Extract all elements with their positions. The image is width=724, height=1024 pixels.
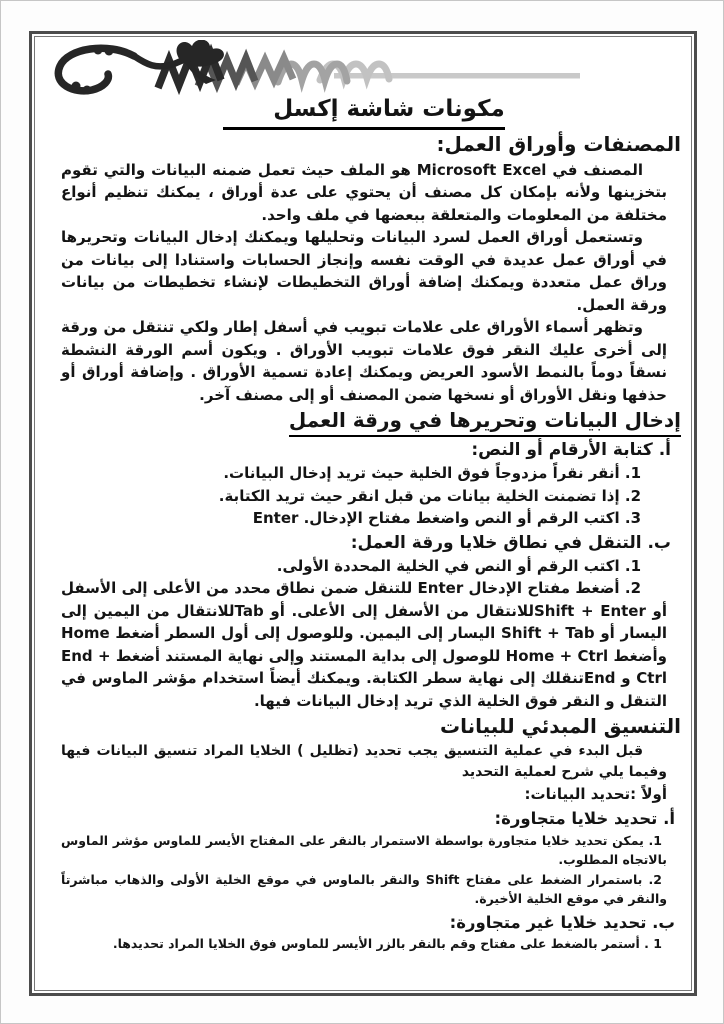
page-title: مكونات شاشة إكسل xyxy=(223,95,504,130)
subheading-typing-numbers-text: أ. كتابة الأرقام أو النص: xyxy=(471,440,671,461)
formatting-first-line: أولاً :تحديد البيانات: xyxy=(524,785,667,804)
formatting-intro: قبل البدء في عملية التنسيق يجب تحديد (تظليل ) الخلايا المراد تنسيق البيانات فيها وفيما يلي شرح لعملية التحديد xyxy=(61,743,667,781)
nonadjacent-step-1: 1 . أستمر بالضغط على مفتاح وقم بالنقر بالزر الأيسر للماوس فوق الخلايا المراد تحديدها. xyxy=(112,936,662,952)
navigation-step-2: 2. أضغط مفتاح الإدخال Enter للتنقل ضمن نطاق محدد من الأعلى إلى الأسفل أو Shift + Enterللانتقال من الأسفل إلى الأعلى. أو Tabللانتقال من اليمين إلى اليسار أو Shift + Tab اليسار إلى اليمين. وللوصول إلى أول السطر أضغط Home وأضغط Home + Ctrl للوصول إلى بداية المستند وإلى نهاية المستند أضغط End + Ctrl و Endتنقلك إلى نهاية سطر الكتابة. ويمكنك أيضاً استخدام مؤشر الماوس في التنقل و النقر فوق الخلية الذي تريد إدخال البيانات فيها. xyxy=(61,579,668,710)
subheading-nonadjacent-cells: ب. تحديد خلايا غير متجاورة: xyxy=(449,912,675,932)
adjacent-step-1: 1. يمكن تحديد خلايا متجاورة بواسطة الاستمرار بالنقر على المفتاح الأيسر للماوس مؤشر الماوس بالاتجاه المطلوب. xyxy=(61,832,667,868)
workbooks-paragraph-2: وتستعمل أوراق العمل لسرد البيانات وتحليلها ويمكنك إدخال البيانات وتحريرها في أوراق عمل عديدة في الوقت نفسه وإنجاز الحسابات واستنادا إلى بيانات من وراق عمل متعددة ويمكنك إضافة أوراق التخطيطات لإنشاء تخطيطات من بيانات ورقة العمل. xyxy=(61,228,667,314)
page-content-area xyxy=(34,36,692,991)
section-heading-data-entry xyxy=(61,407,681,437)
workbooks-paragraph-1: المصنف في Microsoft Excel هو الملف حيث تعمل ضمنه البيانات والتي تقوم بتخزينها ولأنه بإمكان كل مصنف أن يحتوي على عدة أوراق ، يمكنك تنظيم أنواع مختلفة من المعلومات والمتعلقة ببعضها في ملف واحد. xyxy=(61,160,667,224)
typing-step-1: 1. أنقر نقراً مزدوجاً فوق الخلية حيث تريد إدخال البيانات. xyxy=(223,464,641,483)
typing-step-2: 2. إذا تضمنت الخلية بيانات من قبل انقر حيث تريد الكتابة. xyxy=(218,486,641,505)
page-border-frame xyxy=(29,31,697,996)
adjacent-step-2: 2. باستمرار الضغط على مفتاح Shift والنقر بالماوس في موقع الخلية الأولى والذهاب مباشرتاً والنقر في موقع الخلية الأخيرة. xyxy=(61,871,667,907)
section-heading-data-entry-text: إدخال البيانات وتحريرها في ورقة العمل xyxy=(289,407,681,437)
section-heading-formatting: التنسيق المبدئي للبيانات xyxy=(439,714,681,739)
section-heading-workbooks: المصنفات وأوراق العمل: xyxy=(436,131,681,156)
calligraphy-ornament-icon xyxy=(38,40,590,96)
workbooks-paragraph-3: وتظهر أسماء الأوراق على علامات تبويب في أسفل إطار ولكي تنتقل من ورقة إلى أخرى عليك النقر فوق علامات تبويب الأوراق . ويكون أسم الورقة النشطة نسقاً دوماً بالنمط الأسود العريض ويمكنك إعادة تسمية الأوراق . وإضافة أوراق أو حذفها ونقل الأوراق أو نسخها ضمن المصنف أو إلى مصنف آخر. xyxy=(61,318,667,404)
subheading-adjacent-cells: أ. تحديد خلايا متجاورة: xyxy=(494,809,675,829)
subheading-cell-navigation: ب. التنقل في نطاق خلايا ورقة العمل: xyxy=(350,532,671,553)
navigation-step-1: 1. اكتب الرقم أو النص في الخلية المحددة الأولى. xyxy=(276,556,641,575)
typing-step-3: 3. اكتب الرقم أو النص واضغط مفتاح الإدخال. Enter xyxy=(252,509,641,528)
